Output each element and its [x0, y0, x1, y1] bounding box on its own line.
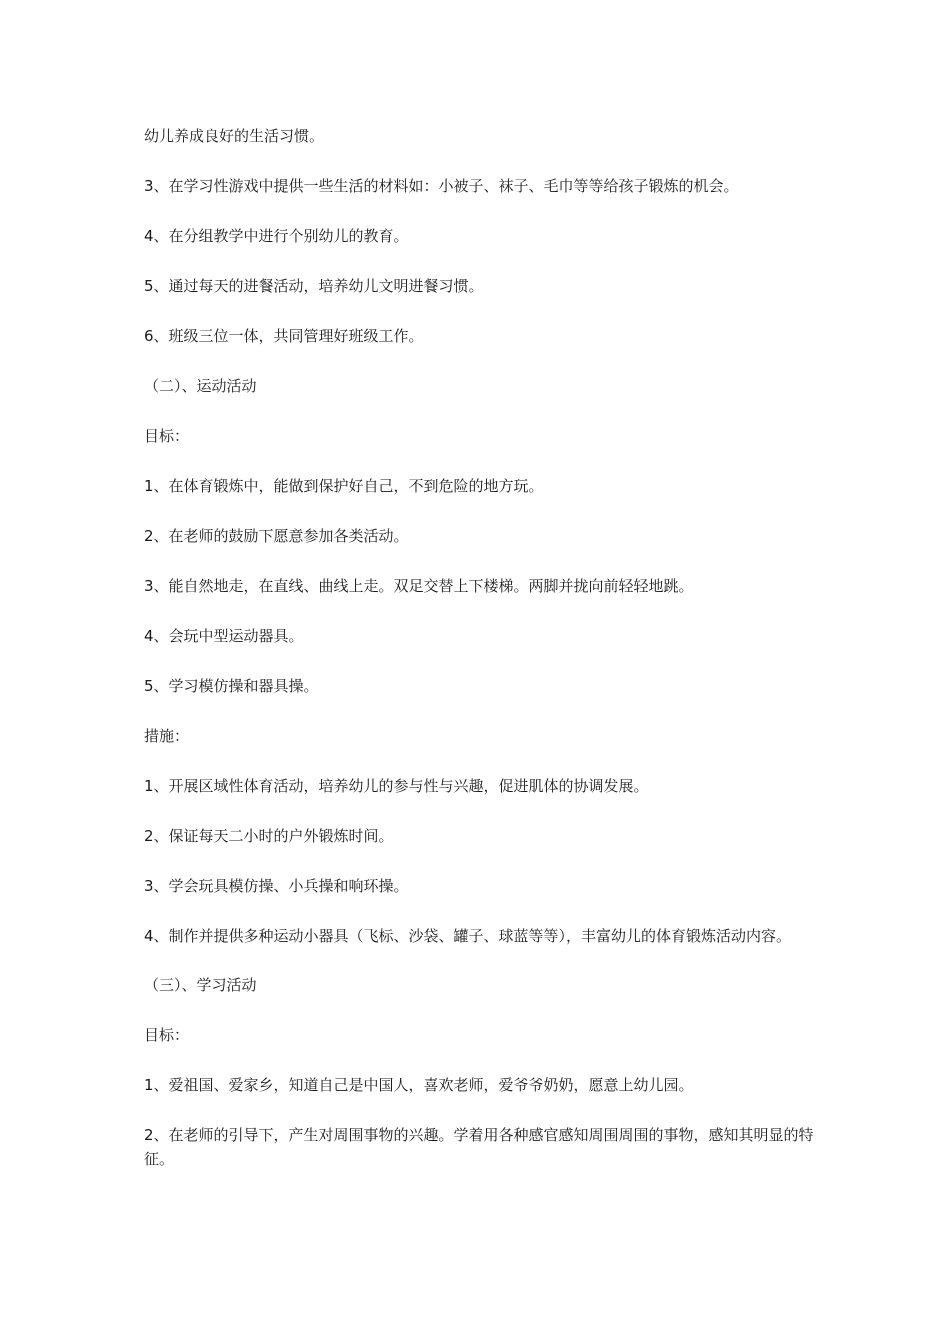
paragraph: 3、学会玩具模仿操、小兵操和响环操。 — [144, 877, 409, 895]
paragraph: 5、学习模仿操和器具操。 — [144, 677, 319, 695]
section-heading: （三）、学习活动 — [144, 976, 257, 994]
paragraph: 3、能自然地走，在直线、曲线上走。双足交替上下楼梯。两脚并拢向前轻轻地跳。 — [144, 577, 694, 595]
subheading-measures: 措施： — [144, 727, 190, 745]
paragraph: 3、在学习性游戏中提供一些生活的材料如：小被子、袜子、毛巾等等给孩子锻炼的机会。 — [144, 177, 739, 195]
subheading-goals: 目标： — [144, 427, 190, 445]
document-body — [144, 124, 814, 1196]
paragraph: 1、爱祖国、爱家乡，知道自己是中国人，喜欢老师，爱爷爷奶奶，愿意上幼儿园。 — [144, 1076, 694, 1094]
paragraph: 幼儿养成良好的生活习惯。 — [144, 127, 325, 145]
paragraph: 1、开展区域性体育活动，培养幼儿的参与性与兴趣，促进肌体的协调发展。 — [144, 777, 649, 795]
subheading-goals: 目标： — [144, 1026, 190, 1044]
paragraph: 4、制作并提供多种运动小器具（飞标、沙袋、罐子、球蓝等等），丰富幼儿的体育锻炼活动内容。 — [144, 927, 792, 945]
paragraph: 4、在分组教学中进行个别幼儿的教育。 — [144, 227, 409, 245]
paragraph: 2、在老师的引导下，产生对周围事物的兴趣。学着用各种感官感知周围周围的事物，感知其明显的特征。 — [144, 1126, 814, 1168]
paragraph: 1、在体育锻炼中，能做到保护好自己，不到危险的地方玩。 — [144, 477, 544, 495]
paragraph: 6、班级三位一体，共同管理好班级工作。 — [144, 327, 424, 345]
paragraph: 5、通过每天的进餐活动，培养幼儿文明进餐习惯。 — [144, 277, 484, 295]
paragraph: 2、在老师的鼓励下愿意参加各类活动。 — [144, 527, 409, 545]
paragraph: 2、保证每天二小时的户外锻炼时间。 — [144, 827, 394, 845]
section-heading: （二）、运动活动 — [144, 377, 257, 395]
paragraph: 4、会玩中型运动器具。 — [144, 627, 304, 645]
